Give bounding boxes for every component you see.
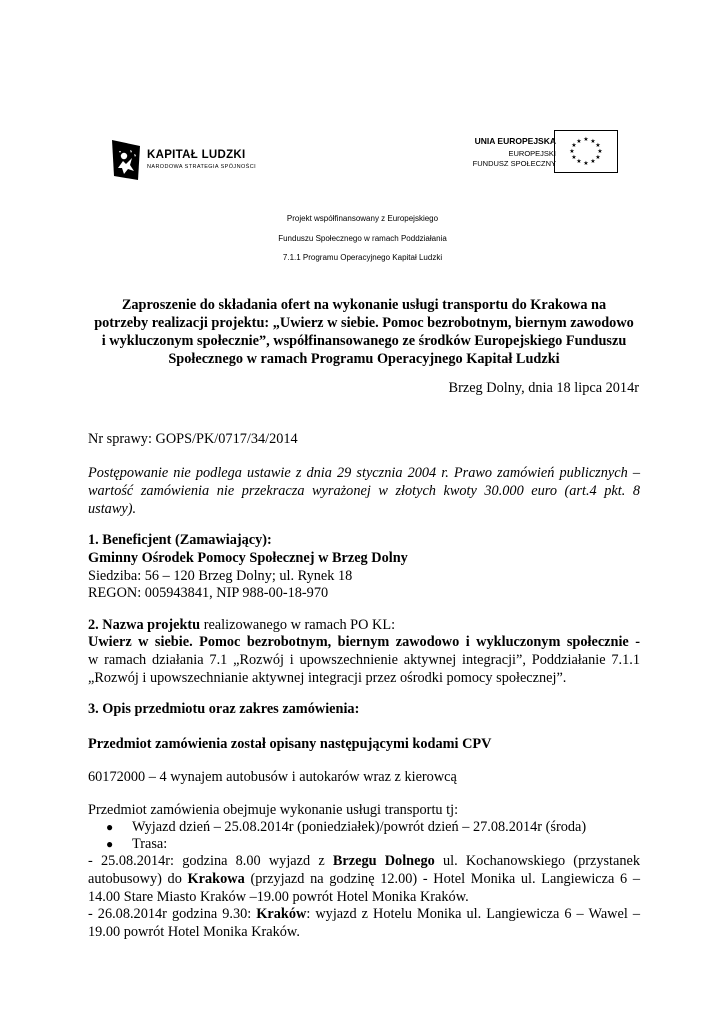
cofinancing-line-3: 7.1.1 Programu Operacyjnego Kapitał Ludzki — [282, 253, 443, 262]
title-line: potrzeby realizacji projektu: „Uwierz w siebie. Pomoc bezrobotnym, biernym zawodowo — [94, 315, 634, 331]
kapital-ludzki-logo — [110, 138, 270, 182]
legal-note-line: wartość zamówienia nie przekracza wyrażonej w złotych kwoty 30.000 euro (art.4 pkt. 8 — [88, 483, 640, 499]
cpv-heading: Przedmiot zamówienia został opisany następującymi kodami CPV — [88, 736, 492, 752]
place-and-date: Brzeg Dolny, dnia 18 lipca 2014r — [448, 380, 639, 396]
beneficiary-address: Siedziba: 56 – 120 Brzeg Dolny; ul. Rynek 18 — [88, 568, 353, 584]
title-line: i wykluczonym społecznie”, współfinansowanego ze środków Europejskiego Funduszu — [101, 333, 627, 349]
bullet-item: Trasa: — [132, 836, 168, 852]
route-day2-line2: 19.00 powrót Hotel Monika Kraków. — [88, 924, 300, 940]
svg-text:★: ★ — [590, 138, 596, 145]
route-text: autobusowy) do — [88, 871, 188, 887]
title-line: Społecznego w ramach Programu Operacyjnego Kapitał Ludzki — [168, 351, 560, 367]
section2-heading-bold: 2. Nazwa projektu — [88, 617, 201, 633]
route-day1-line2 — [88, 870, 640, 888]
route-day2-line1 — [88, 905, 640, 923]
eu-logo-line3: FUNDUSZ SPOŁECZNY — [472, 159, 556, 168]
document-title — [88, 296, 640, 368]
beneficiary-regon: REGON: 005943841, NIP 988-00-18-970 — [88, 585, 329, 601]
section1-heading: 1. Beneficjent (Zamawiający): — [88, 532, 272, 548]
route-place: Brzegu Dolnego — [332, 853, 435, 869]
route-text: ul. Kochanowskiego (przystanek — [434, 853, 640, 869]
route-text: : wyjazd z Hotelu Monika ul. Langiewicza 6 – Wawel – — [306, 906, 640, 922]
bullet-icon: ● — [106, 820, 114, 834]
route-place: Krakowa — [187, 871, 245, 887]
title-line: Zaproszenie do składania ofert na wykonanie usługi transportu do Krakowa na — [121, 297, 607, 313]
case-number: Nr sprawy: GOPS/PK/0717/34/2014 — [88, 431, 298, 447]
svg-text:★: ★ — [595, 154, 601, 161]
eu-logo-line1: UNIA EUROPEJSKA — [474, 136, 556, 146]
route-day1-line1 — [88, 852, 640, 870]
section2-line: „Rozwój i upowszechnianie aktywnej integracji przez ośrodki pomocy społecznej”. — [88, 670, 567, 686]
section2-heading-rest: realizowanego w ramach PO KL: — [200, 617, 396, 633]
bullet-item: Wyjazd dzień – 25.08.2014r (poniedziałek)/powrót dzień – 27.08.2014r (środa) — [132, 819, 587, 835]
beneficiary-name: Gminny Ośrodek Pomocy Społecznej w Brzeg Dolny — [88, 550, 408, 566]
svg-text:★: ★ — [571, 154, 577, 161]
section2-heading — [88, 616, 395, 634]
kapital-ludzki-figure-icon — [110, 138, 144, 182]
svg-text:★: ★ — [576, 158, 582, 165]
svg-text:★: ★ — [583, 136, 589, 143]
cofinancing-line-1: Projekt współfinansowany z Europejskiego — [286, 214, 439, 223]
svg-text:★: ★ — [571, 142, 577, 149]
svg-text:★: ★ — [569, 148, 575, 155]
kapital-ludzki-title: KAPITAŁ LUDZKI — [147, 149, 246, 161]
scope-intro: Przedmiot zamówienia obejmuje wykonanie usługi transportu tj: — [88, 802, 459, 818]
section3-heading: 3. Opis przedmiotu oraz zakres zamówienia: — [88, 701, 360, 717]
svg-text:★: ★ — [597, 148, 603, 155]
svg-text:★: ★ — [576, 138, 582, 145]
cpv-code: 60172000 – 4 wynajem autobusów i autokarów wraz z kierowcą — [88, 769, 457, 785]
route-text: (przyjazd na godzinę 12.00) - Hotel Monika ul. Langiewicza 6 – — [244, 871, 640, 887]
bullet-icon: ● — [106, 837, 114, 851]
svg-text:★: ★ — [595, 142, 601, 149]
section2-line: w ramach działania 7.1 „Rozwój i upowszechnienie aktywnej integracji”, Poddziałanie 7.1.1 — [88, 652, 640, 668]
route-text: - 25.08.2014r: godzina 8.00 wyjazd z — [88, 853, 333, 869]
eu-flag-icon — [554, 130, 618, 173]
eu-logo-line2: EUROPEJSKI — [508, 149, 556, 158]
project-name: Uwierz w siebie. Pomoc bezrobotnym, biernym zawodowo i wykluczonym społecznie - — [88, 634, 640, 650]
svg-text:★: ★ — [583, 160, 589, 167]
kapital-ludzki-subtitle: NARODOWA STRATEGIA SPÓJNOŚCI — [147, 164, 256, 170]
route-day1-line3: 14.00 Stare Miasto Kraków –19.00 powrót Hotel Monika Kraków. — [88, 889, 469, 905]
svg-text:★: ★ — [590, 158, 596, 165]
legal-note-line: ustawy). — [88, 501, 137, 517]
eu-logo — [450, 130, 620, 174]
route-text: - 26.08.2014r godzina 9.30: — [88, 906, 257, 922]
cofinancing-line-2: Funduszu Społecznego w ramach Poddziałania — [278, 234, 447, 243]
route-place: Kraków — [256, 906, 307, 922]
legal-note-line: Postępowanie nie podlega ustawie z dnia 29 stycznia 2004 r. Prawo zamówień publicznych – — [88, 465, 640, 481]
